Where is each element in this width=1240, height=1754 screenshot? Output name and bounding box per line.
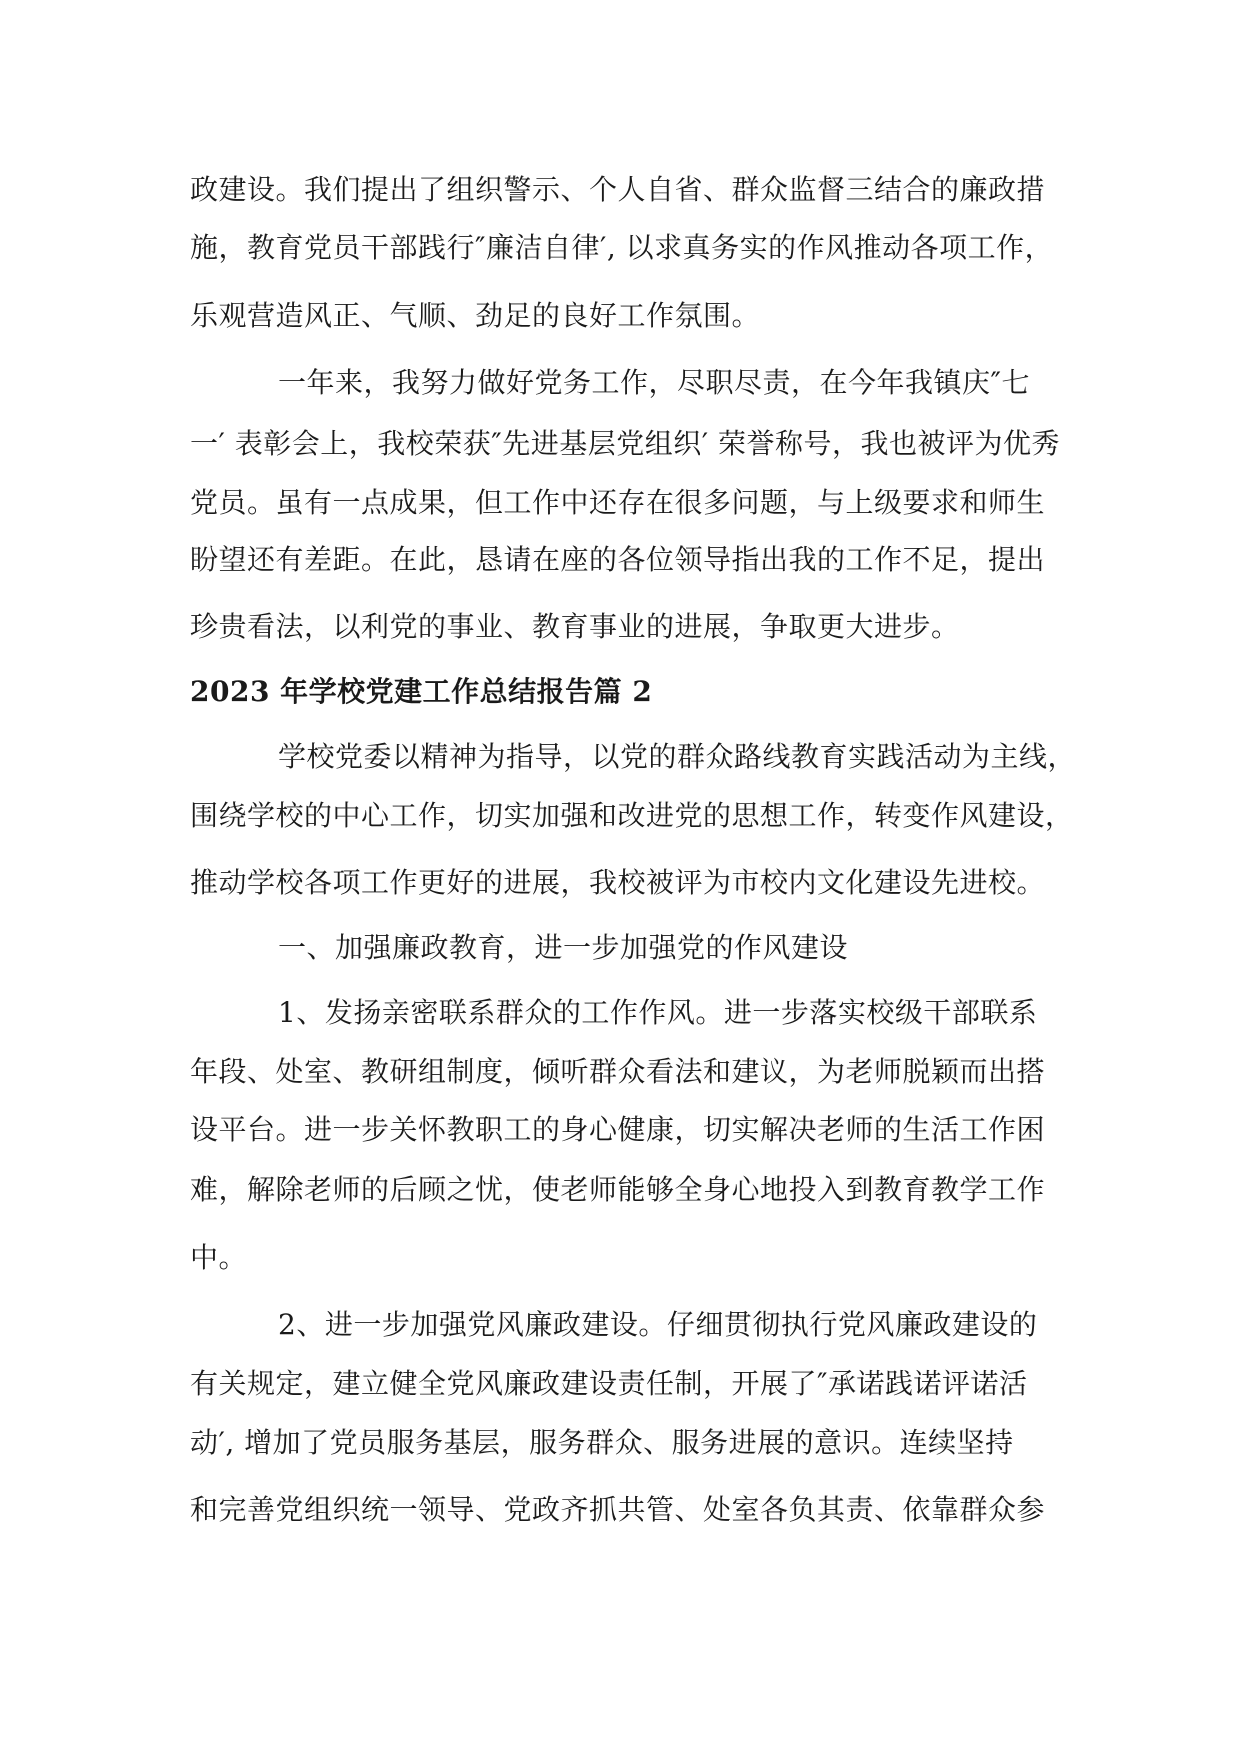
paragraph-line: 动′, 增加了党员服务基层，服务群众、服务进展的意识。连续坚持 (190, 1426, 1014, 1459)
paragraph-line: 有关规定，建立健全党风廉政建设责任制，开展了″承诺践诺评诺活 (190, 1367, 1028, 1400)
paragraph-line: 盼望还有差距。在此，恳请在座的各位领导指出我的工作不足，提出 (190, 543, 1046, 576)
paragraph-line: 政建设。我们提出了组织警示、个人自省、群众监督三结合的廉政措 (190, 173, 1046, 206)
paragraph-line: 围绕学校的中心工作，切实加强和改进党的思想工作，转变作风建设， (190, 799, 1074, 832)
paragraph-line: 和完善党组织统一领导、党政齐抓共管、处室各负其责、依靠群众参 (190, 1493, 1046, 1526)
paragraph-line: 难，解除老师的后顾之忧，使老师能够全身心地投入到教育教学工作 (190, 1173, 1046, 1206)
paragraph-line: 设平台。进一步关怀教职工的身心健康，切实解决老师的生活工作困 (190, 1113, 1046, 1146)
paragraph-line: 推动学校各项工作更好的进展，我校被评为市校内文化建设先进校。 (190, 866, 1046, 899)
paragraph-line: 一′ 表彰会上，我校荣获″先进基层党组织′ 荣誉称号，我也被评为优秀 (190, 427, 1060, 460)
paragraph-line: 学校党委以精神为指导，以党的群众路线教育实践活动为主线， (278, 740, 1077, 773)
subsection-heading: 一、加强廉政教育，进一步加强党的作风建设 (278, 931, 849, 964)
paragraph-line: 2、进一步加强党风廉政建设。仔细贯彻执行党风廉政建设的 (278, 1308, 1038, 1341)
paragraph-line: 1、发扬亲密联系群众的工作作风。进一步落实校级干部联系 (278, 996, 1038, 1029)
paragraph-line: 乐观营造风正、气顺、劲足的良好工作氛围。 (190, 299, 761, 332)
paragraph-line: 中。 (190, 1241, 248, 1274)
paragraph-line: 一年来，我努力做好党务工作，尽职尽责，在今年我镇庆″七 (278, 366, 1030, 399)
paragraph-line: 党员。虽有一点成果，但工作中还存在很多问题，与上级要求和师生 (190, 486, 1046, 519)
paragraph-line: 珍贵看法，以利党的事业、教育事业的进展，争取更大进步。 (190, 610, 960, 643)
section-heading: 2023 年学校党建工作总结报告篇 2 (190, 675, 653, 708)
paragraph-line: 施，教育党员干部践行″廉洁自律′, 以求真务实的作风推动各项工作， (190, 231, 1054, 264)
paragraph-line: 年段、处室、教研组制度，倾听群众看法和建议，为老师脱颖而出搭 (190, 1055, 1046, 1088)
